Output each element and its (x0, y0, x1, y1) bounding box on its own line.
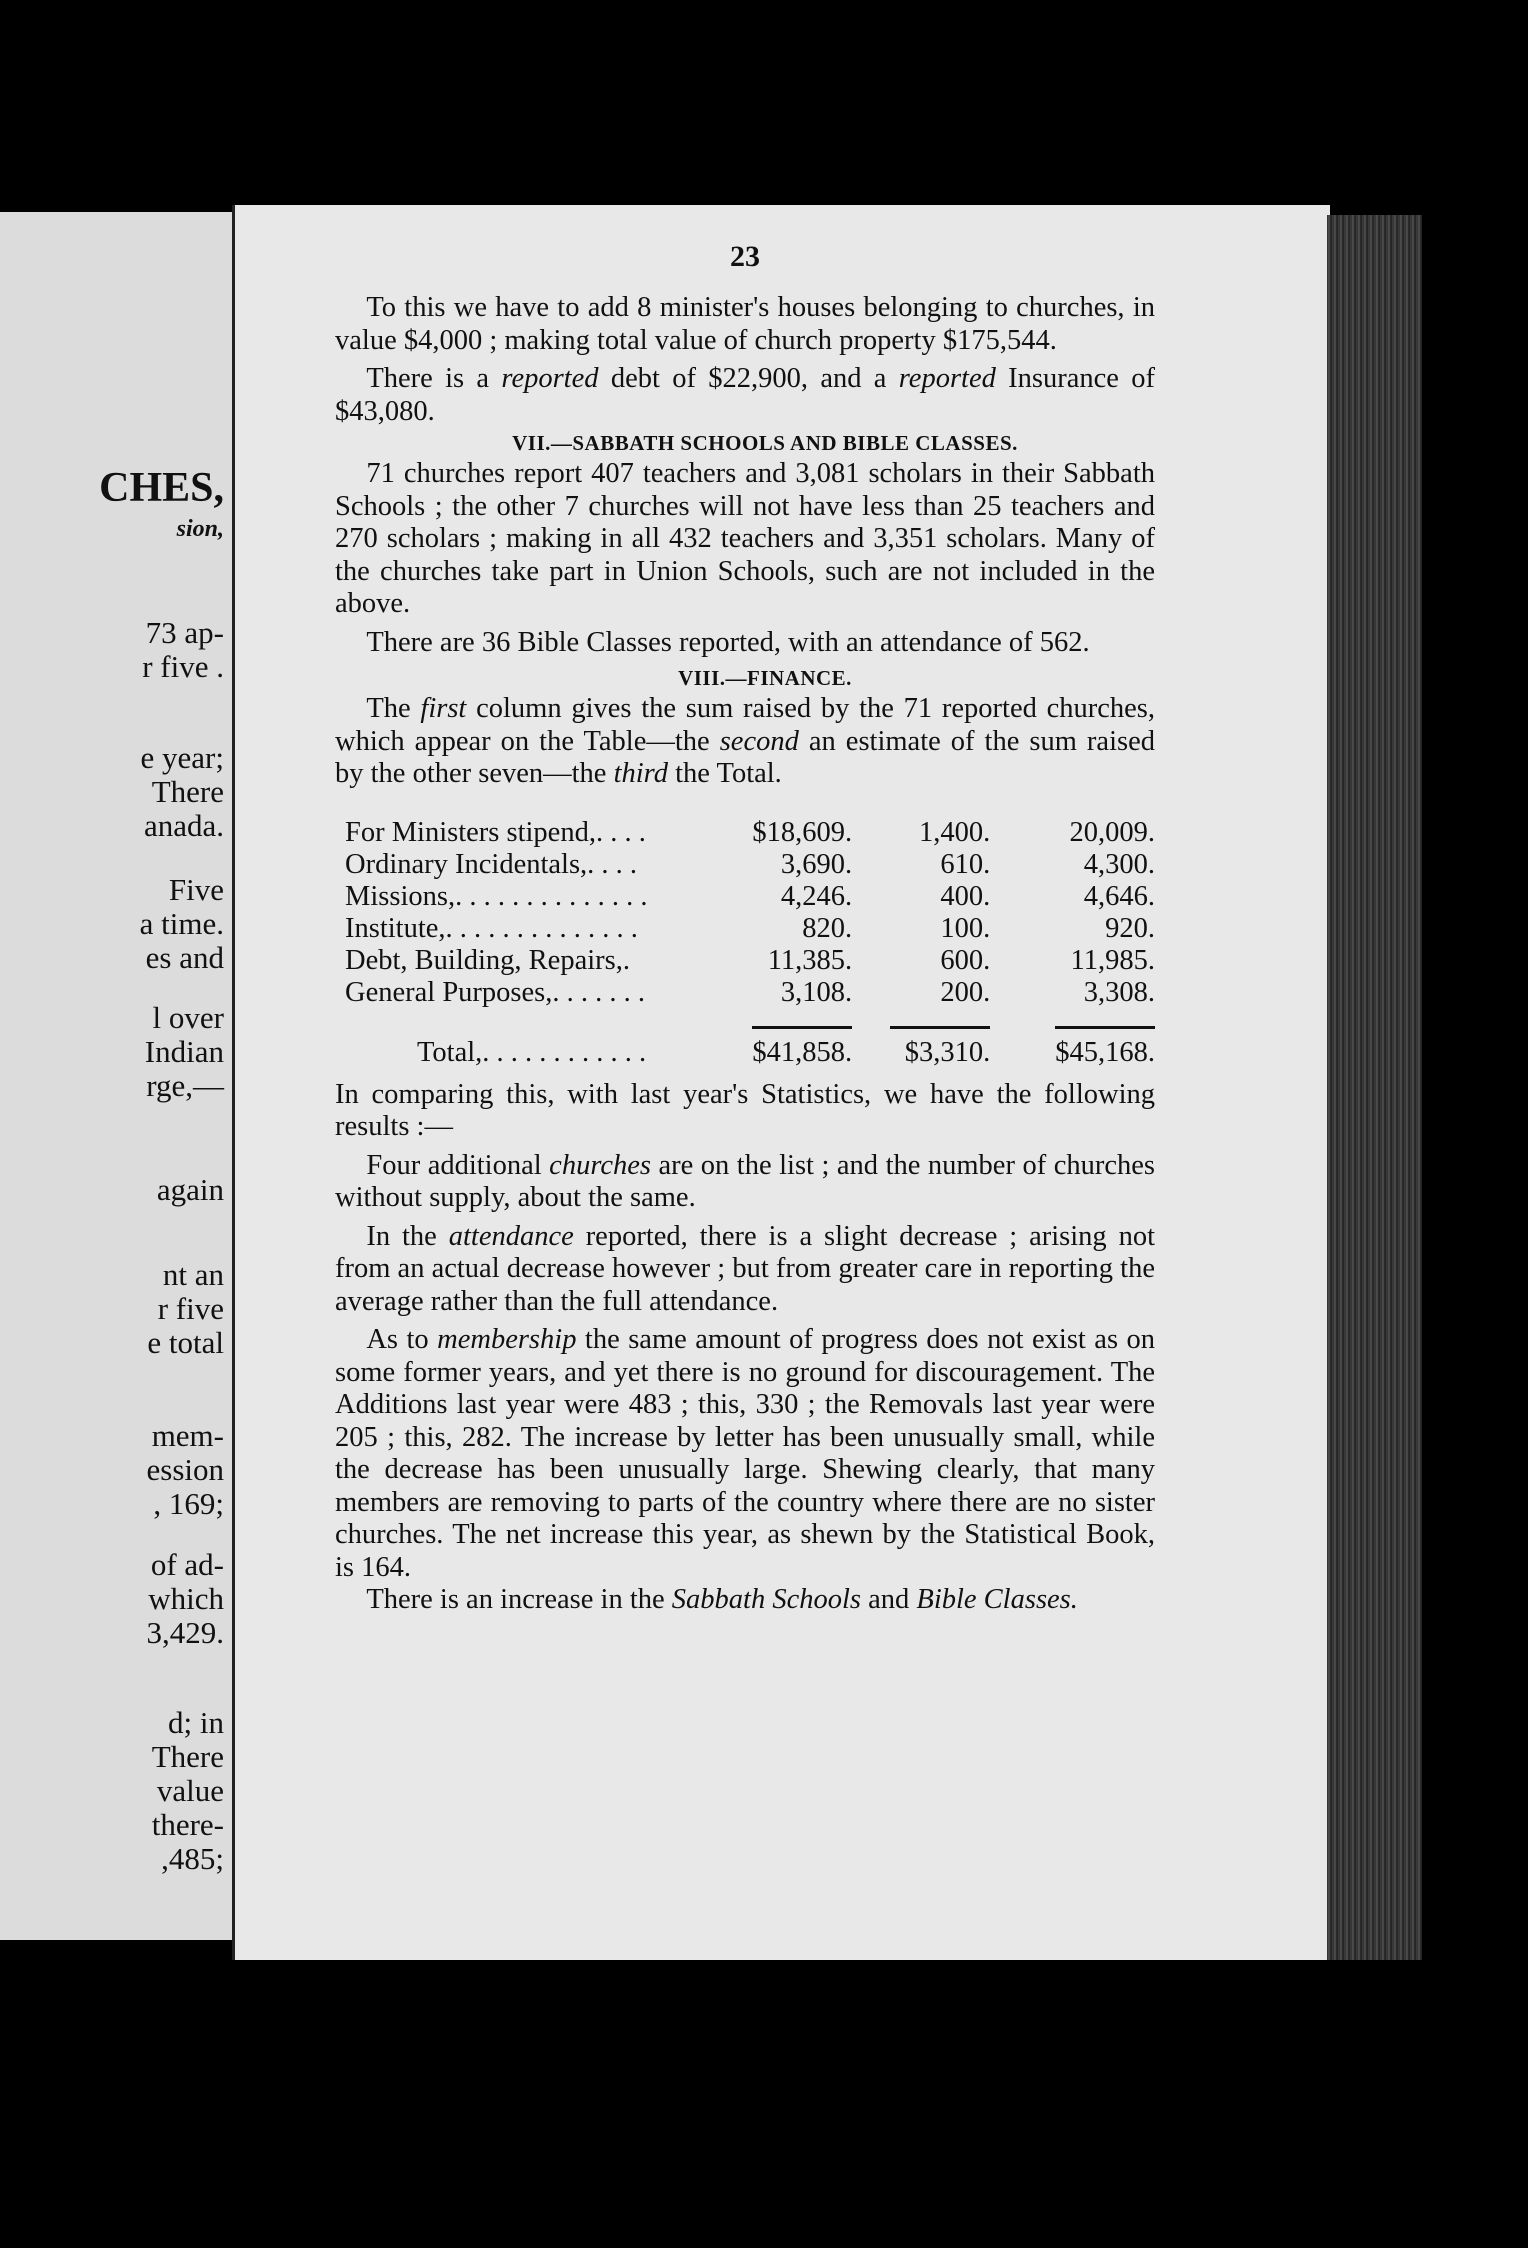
paragraph-schools: 71 churches report 407 teachers and 3,081 scholars in their Sabbath Schools ; the other 7 churches will not have less than 25 teachers and 270 scholars ; making in all 432 teachers and 3,351 scholars. Many of the churches take part in Union Schools, such are not included in the above. (335, 458, 1155, 619)
left-fragment: sion, (176, 516, 224, 542)
rule-line (752, 1026, 852, 1029)
left-fragment: there- (151, 1807, 224, 1842)
paragraph-churches: Four additional churches are on the list ; and the number of churches without supply, about the same. (335, 1149, 1155, 1213)
left-fragment: d; in (168, 1705, 224, 1740)
page-content (335, 240, 1155, 1617)
paragraph-bible-classes: There are 36 Bible Classes reported, with an attendance of 562. (366, 626, 1090, 658)
paragraph-finance-intro: The first column gives the sum raised by the 71 reported churches, which appear on the Table—the second an estimate of the sum raised by the other seven—the third the Total. (335, 693, 1155, 789)
left-fragment: of ad- (150, 1547, 224, 1582)
left-fragment: There (151, 774, 224, 809)
left-fragment: CHES, (99, 465, 224, 511)
left-fragment: ession (146, 1452, 224, 1487)
left-fragment: e total (147, 1325, 224, 1360)
paragraph-debt: There is a reported debt of $22,900, and a reported Insurance of $43,080. (335, 363, 1156, 427)
left-fragment: l over (152, 1000, 224, 1035)
finance-table (345, 817, 1155, 1069)
table-row: Missions,. . . . . . . . . . . . . . 4,246. 400. 4,646. (345, 880, 1155, 912)
left-fragment: anada. (143, 808, 224, 843)
left-fragment: Five (168, 872, 224, 907)
paragraph-comparison: In comparing this, with last year's Statistics, we have the following results :— (335, 1078, 1155, 1142)
table-row: Debt, Building, Repairs,. 11,385. 600. 11,985. (345, 944, 1155, 976)
left-fragment: 73 ap- (145, 615, 224, 650)
paragraph-membership: As to membership the same amount of progress does not exist as on some former years, and yet there is no ground for discouragement. The Additions last year were 483 ; this, 330 ; the Removals last year were 205 ; this, 282. The increase by letter has been unusually small, while the decrease has been unusually large. Shewing clearly, that many members are removing to parts of the country where there are no sister churches. The net increase this year, as shewn by the Statistical Book, is 164. (335, 1324, 1155, 1583)
left-fragment: nt an (162, 1257, 224, 1292)
rule-line (890, 1026, 990, 1029)
left-fragment: There (151, 1739, 224, 1774)
page-edges (1327, 215, 1422, 1960)
table-row: Ordinary Incidentals,. . . . 3,690. 610. 4,300. (345, 848, 1155, 880)
left-fragment: a time. (139, 906, 224, 941)
heading-finance: VIII.—FINANCE. (678, 666, 852, 690)
table-row: For Ministers stipend,. . . . $18,609. 1,400. 20,009. (345, 816, 1155, 848)
paragraph-property: To this we have to add 8 minister's houses belonging to churches, in value $4,000 ; making total value of church property $175,544. (335, 292, 1155, 356)
left-fragment: mem- (151, 1418, 224, 1453)
left-fragment: ,485; (161, 1841, 224, 1876)
paragraph-attendance: In the attendance reported, there is a slight decrease ; arising not from an actual decrease however ; but from greater care in reporting the average rather than the full attendance. (335, 1220, 1155, 1317)
left-fragment: es and (145, 940, 224, 975)
left-fragment: r five . (142, 649, 224, 684)
left-fragment: again (156, 1172, 224, 1207)
left-fragment: rge,— (146, 1068, 224, 1103)
left-fragment: e year; (140, 740, 224, 775)
total-rule-row (345, 1009, 1155, 1037)
paragraph-increase: There is an increase in the Sabbath Schools and Bible Classes. (366, 1584, 1078, 1615)
left-fragment: value (156, 1773, 224, 1808)
left-page (0, 212, 232, 1940)
page-number: 23 (730, 240, 760, 273)
heading-sabbath-schools: VII.—SABBATH SCHOOLS AND BIBLE CLASSES. (512, 431, 1018, 455)
left-fragment: r five (157, 1291, 224, 1326)
left-fragment: 3,429. (146, 1615, 224, 1650)
table-row: General Purposes,. . . . . . . 3,108. 200. 3,308. (345, 976, 1155, 1008)
table-row: Institute,. . . . . . . . . . . . . . 820. 100. 920. (345, 912, 1155, 944)
total-row: Total,. . . . . . . . . . . . $41,858. $3,310. $45,168. (417, 1036, 1155, 1068)
left-fragment: Indian (144, 1034, 224, 1069)
left-fragment: , 169; (153, 1486, 224, 1521)
rule-line (1055, 1026, 1155, 1029)
left-fragment: which (148, 1581, 224, 1616)
